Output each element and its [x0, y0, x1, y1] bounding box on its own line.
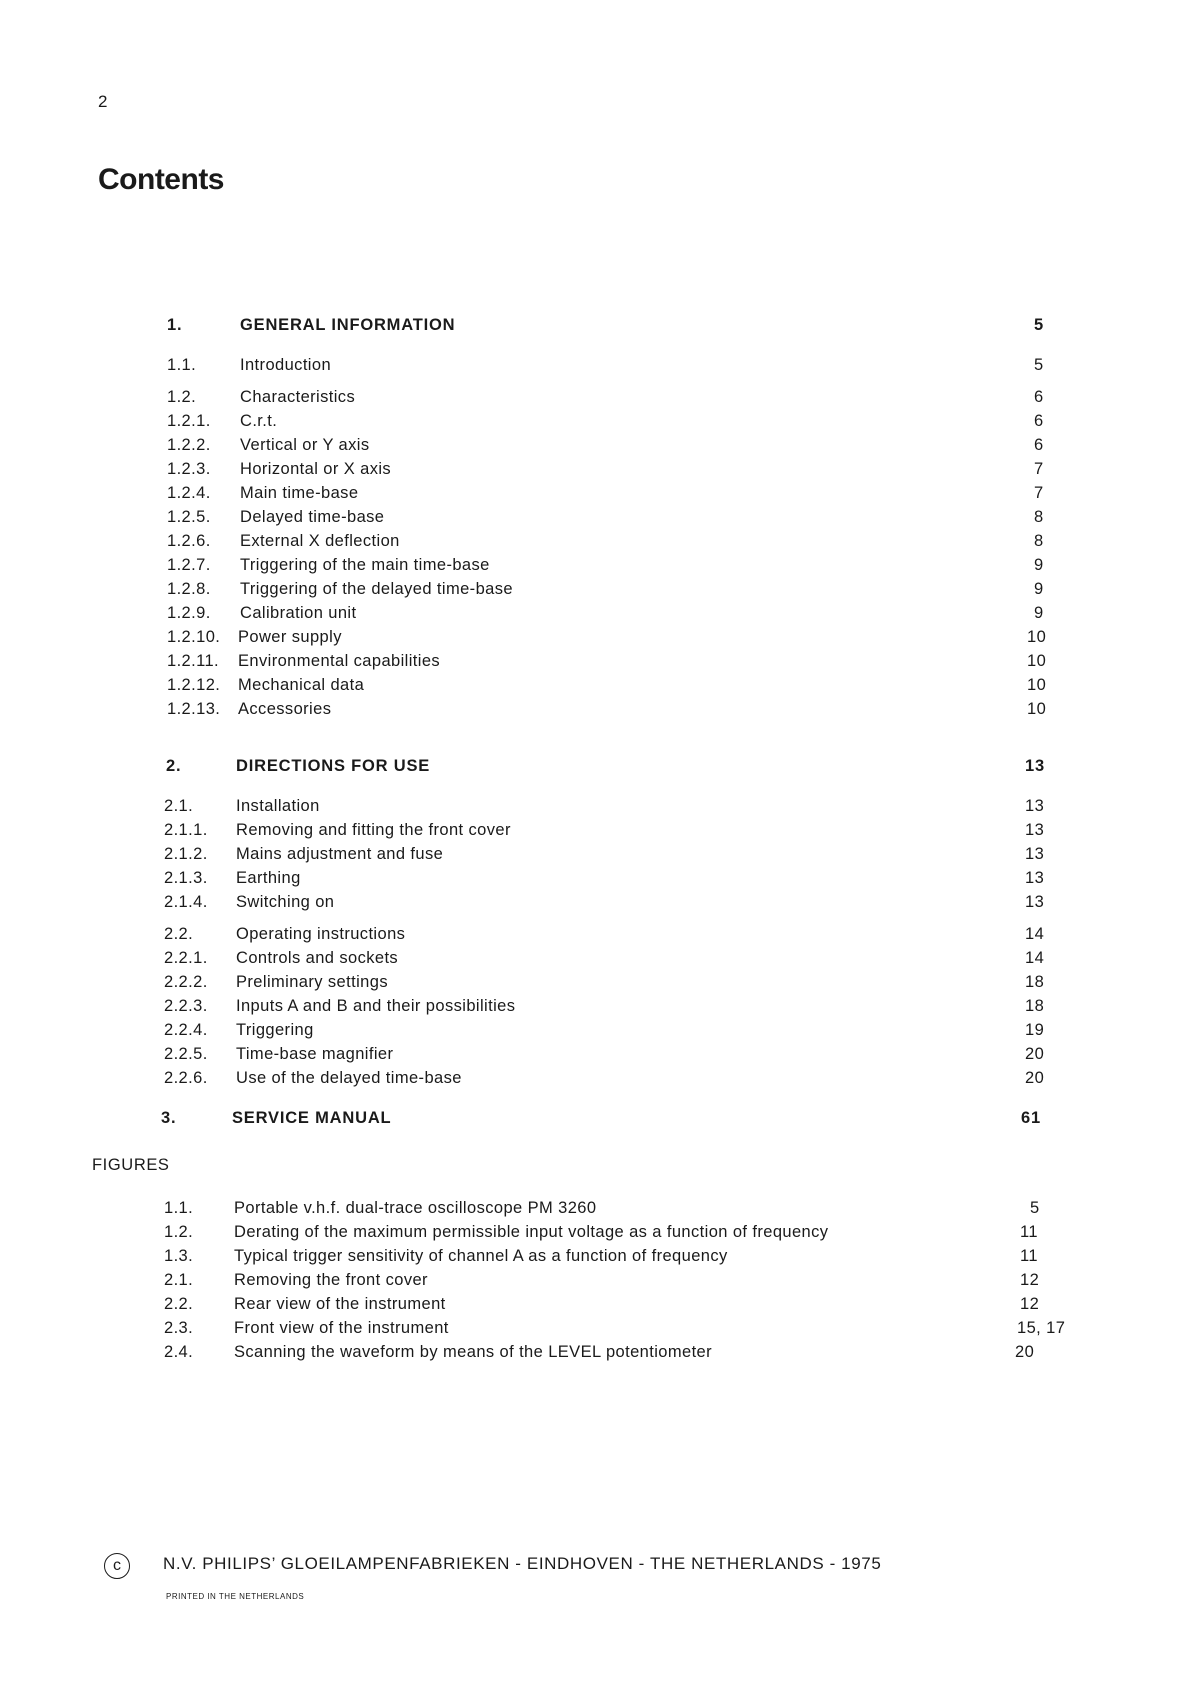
toc-entry-page: 10	[1027, 700, 1047, 718]
toc-entry-number: 1.2.13.	[167, 700, 221, 718]
toc-entry-title: Vertical or Y axis	[240, 436, 370, 454]
toc-entry-number: 1.	[167, 316, 183, 334]
figure-entry-title: Typical trigger sensitivity of channel A as a function of frequency	[234, 1247, 728, 1265]
toc-entry-number: 1.2.11.	[167, 652, 220, 670]
toc-entry-page: 7	[1034, 460, 1044, 478]
figure-entry-number: 2.3.	[164, 1319, 194, 1337]
toc-entry	[167, 388, 1100, 410]
figure-entry	[164, 1199, 1100, 1221]
toc-entry	[167, 676, 1100, 698]
toc-entry-number: 1.2.	[167, 388, 197, 406]
page-title: Contents	[98, 163, 224, 196]
toc-entry-title: Earthing	[236, 869, 301, 887]
figure-entry	[164, 1271, 1100, 1293]
figure-entry-title: Derating of the maximum permissible input voltage as a function of frequency	[234, 1223, 829, 1241]
toc-entry-number: 2.1.2.	[164, 845, 208, 863]
figure-entry-page: 5	[1030, 1199, 1040, 1217]
toc-entry-title: Switching on	[236, 893, 335, 911]
toc-entry-number: 2.	[166, 757, 182, 775]
toc-entry-title: GENERAL INFORMATION	[240, 316, 456, 334]
toc-entry-number: 1.2.3.	[167, 460, 211, 478]
toc-entry-number: 2.2.2.	[164, 973, 208, 991]
toc-entry-number: 2.2.5.	[164, 1045, 208, 1063]
toc-entry-title: Installation	[236, 797, 320, 815]
toc-entry-number: 2.2.1.	[164, 949, 208, 967]
toc-entry	[167, 316, 1100, 338]
toc-entry-page: 13	[1025, 757, 1045, 775]
toc-entry-page: 19	[1025, 1021, 1045, 1039]
toc-entry	[164, 845, 1100, 867]
toc-entry	[167, 460, 1100, 482]
toc-entry	[167, 652, 1100, 674]
toc-entry-title: Use of the delayed time-base	[236, 1069, 462, 1087]
page-number: 2	[98, 92, 108, 111]
toc-entry-number: 2.1.3.	[164, 869, 208, 887]
toc-entry-title: Triggering of the main time-base	[240, 556, 490, 574]
figure-entry	[164, 1247, 1100, 1269]
toc-entry-page: 18	[1025, 997, 1045, 1015]
toc-entry-page: 61	[1021, 1109, 1041, 1127]
toc-entry-page: 10	[1027, 676, 1047, 694]
toc-entry-page: 8	[1034, 508, 1044, 526]
figure-entry-page: 11	[1020, 1223, 1038, 1241]
toc-entry	[164, 1069, 1100, 1091]
toc-entry-title: Time-base magnifier	[236, 1045, 394, 1063]
toc-entry-title: Delayed time-base	[240, 508, 385, 526]
toc-entry-title: SERVICE MANUAL	[232, 1109, 392, 1127]
toc-entry	[164, 821, 1100, 843]
toc-entry-number: 1.2.1.	[167, 412, 211, 430]
toc-entry-page: 10	[1027, 628, 1047, 646]
figure-entry-page: 12	[1020, 1295, 1040, 1313]
toc-entry-page: 14	[1025, 925, 1045, 943]
toc-entry-number: 2.2.3.	[164, 997, 208, 1015]
figure-entry-number: 2.4.	[164, 1343, 194, 1361]
figure-entry	[164, 1295, 1100, 1317]
toc-entry-page: 9	[1034, 580, 1044, 598]
toc-entry-title: Main time-base	[240, 484, 359, 502]
printed-in-line: PRINTED IN THE NETHERLANDS	[166, 1592, 305, 1601]
publisher-line: N.V. PHILIPS’ GLOEILAMPENFABRIEKEN - EINDHOVEN - THE NETHERLANDS - 1975	[163, 1554, 882, 1573]
toc-entry-page: 10	[1027, 652, 1047, 670]
toc-entry-page: 14	[1025, 949, 1045, 967]
toc-entry-page: 6	[1034, 436, 1044, 454]
figure-entry-title: Front view of the instrument	[234, 1319, 449, 1337]
toc-entry-title: DIRECTIONS FOR USE	[236, 757, 431, 775]
toc-entry	[167, 700, 1100, 722]
toc-entry-number: 1.2.9.	[167, 604, 211, 622]
toc-entry-title: External X deflection	[240, 532, 400, 550]
figure-entry	[164, 1319, 1100, 1341]
toc-entry	[167, 628, 1100, 650]
toc-entry-number: 1.2.10.	[167, 628, 221, 646]
toc-entry-page: 9	[1034, 604, 1044, 622]
toc-entry-page: 13	[1025, 845, 1045, 863]
figure-entry-title: Scanning the waveform by means of the LEVEL potentiometer	[234, 1343, 713, 1361]
toc-entry-number: 2.2.	[164, 925, 194, 943]
figure-entry-number: 2.2.	[164, 1295, 194, 1313]
toc-entry	[167, 580, 1100, 602]
toc-entry-number: 2.1.4.	[164, 893, 208, 911]
toc-entry-page: 7	[1034, 484, 1044, 502]
toc-entry-page: 13	[1025, 797, 1045, 815]
figure-entry-number: 1.3.	[164, 1247, 194, 1265]
toc-entry	[164, 949, 1100, 971]
toc-entry-title: Inputs A and B and their possibilities	[236, 997, 516, 1015]
toc-entry	[167, 604, 1100, 626]
figure-entry-number: 1.2.	[164, 1223, 194, 1241]
toc-entry-number: 1.2.6.	[167, 532, 211, 550]
figure-entry-page: 11	[1020, 1247, 1038, 1265]
figure-entry-title: Portable v.h.f. dual-trace oscilloscope PM 3260	[234, 1199, 597, 1217]
figure-entry-page: 12	[1020, 1271, 1040, 1289]
toc-entry-number: 1.2.12.	[167, 676, 221, 694]
toc-entry-number: 2.1.1.	[164, 821, 208, 839]
toc-entry-page: 20	[1025, 1045, 1045, 1063]
toc-entry-title: Characteristics	[240, 388, 356, 406]
toc-entry-number: 1.2.5.	[167, 508, 211, 526]
toc-entry	[167, 484, 1100, 506]
toc-entry	[164, 869, 1100, 891]
toc-entry-number: 3.	[161, 1109, 177, 1127]
toc-entry-title: Preliminary settings	[236, 973, 388, 991]
toc-entry-title: Triggering of the delayed time-base	[240, 580, 513, 598]
toc-entry	[167, 356, 1100, 378]
figure-entry-page: 15, 17	[1017, 1319, 1066, 1337]
toc-entry	[164, 997, 1100, 1019]
copyright-letter: c	[113, 1557, 121, 1574]
toc-entry-title: Triggering	[236, 1021, 314, 1039]
figure-entry-number: 1.1.	[164, 1199, 194, 1217]
toc-entry	[164, 925, 1100, 947]
toc-entry-page: 20	[1025, 1069, 1045, 1087]
toc-entry	[167, 412, 1100, 434]
toc-entry	[161, 1109, 1100, 1131]
toc-entry	[166, 757, 1100, 779]
toc-entry	[167, 508, 1100, 530]
toc-entry	[167, 436, 1100, 458]
toc-entry-title: Environmental capabilities	[238, 652, 441, 670]
toc-entry-page: 13	[1025, 821, 1045, 839]
toc-entry-number: 1.2.8.	[167, 580, 211, 598]
toc-entry-page: 13	[1025, 869, 1045, 887]
toc-entry-title: Controls and sockets	[236, 949, 399, 967]
figure-entry	[164, 1343, 1100, 1365]
toc-entry-number: 1.2.7.	[167, 556, 211, 574]
toc-entry-page: 18	[1025, 973, 1045, 991]
toc-entry-number: 1.2.2.	[167, 436, 211, 454]
toc-entry	[164, 973, 1100, 995]
toc-entry-page: 8	[1034, 532, 1044, 550]
toc-entry-number: 1.1.	[167, 356, 197, 374]
toc-entry-title: Operating instructions	[236, 925, 406, 943]
toc-entry-title: Mechanical data	[238, 676, 365, 694]
toc-entry-title: Horizontal or X axis	[240, 460, 392, 478]
toc-entry-title: Mains adjustment and fuse	[236, 845, 444, 863]
toc-entry-title: Accessories	[238, 700, 332, 718]
toc-entry-page: 5	[1034, 316, 1044, 334]
toc-entry	[164, 1021, 1100, 1043]
toc-entry-number: 2.2.6.	[164, 1069, 208, 1087]
toc-entry	[167, 556, 1100, 578]
figure-entry-title: Rear view of the instrument	[234, 1295, 446, 1313]
figures-heading: FIGURES	[92, 1156, 170, 1174]
toc-entry-number: 2.1.	[164, 797, 194, 815]
toc-entry-page: 9	[1034, 556, 1044, 574]
toc-entry	[164, 797, 1100, 819]
figure-entry	[164, 1223, 1100, 1245]
toc-entry	[164, 1045, 1100, 1067]
copyright-icon	[104, 1553, 130, 1579]
figure-entry-title: Removing the front cover	[234, 1271, 428, 1289]
toc-entry-page: 5	[1034, 356, 1044, 374]
toc-entry-title: Power supply	[238, 628, 342, 646]
toc-entry-title: Introduction	[240, 356, 332, 374]
toc-entry-number: 2.2.4.	[164, 1021, 208, 1039]
toc-entry-page: 6	[1034, 388, 1044, 406]
toc-entry-title: Calibration unit	[240, 604, 357, 622]
toc-entry-page: 6	[1034, 412, 1044, 430]
toc-entry	[167, 532, 1100, 554]
toc-entry-number: 1.2.4.	[167, 484, 211, 502]
toc-entry	[164, 893, 1100, 915]
figure-entry-page: 20	[1015, 1343, 1035, 1361]
figure-entry-number: 2.1.	[164, 1271, 194, 1289]
toc-entry-title: Removing and fitting the front cover	[236, 821, 511, 839]
toc-entry-title: C.r.t.	[240, 412, 278, 430]
toc-entry-page: 13	[1025, 893, 1045, 911]
